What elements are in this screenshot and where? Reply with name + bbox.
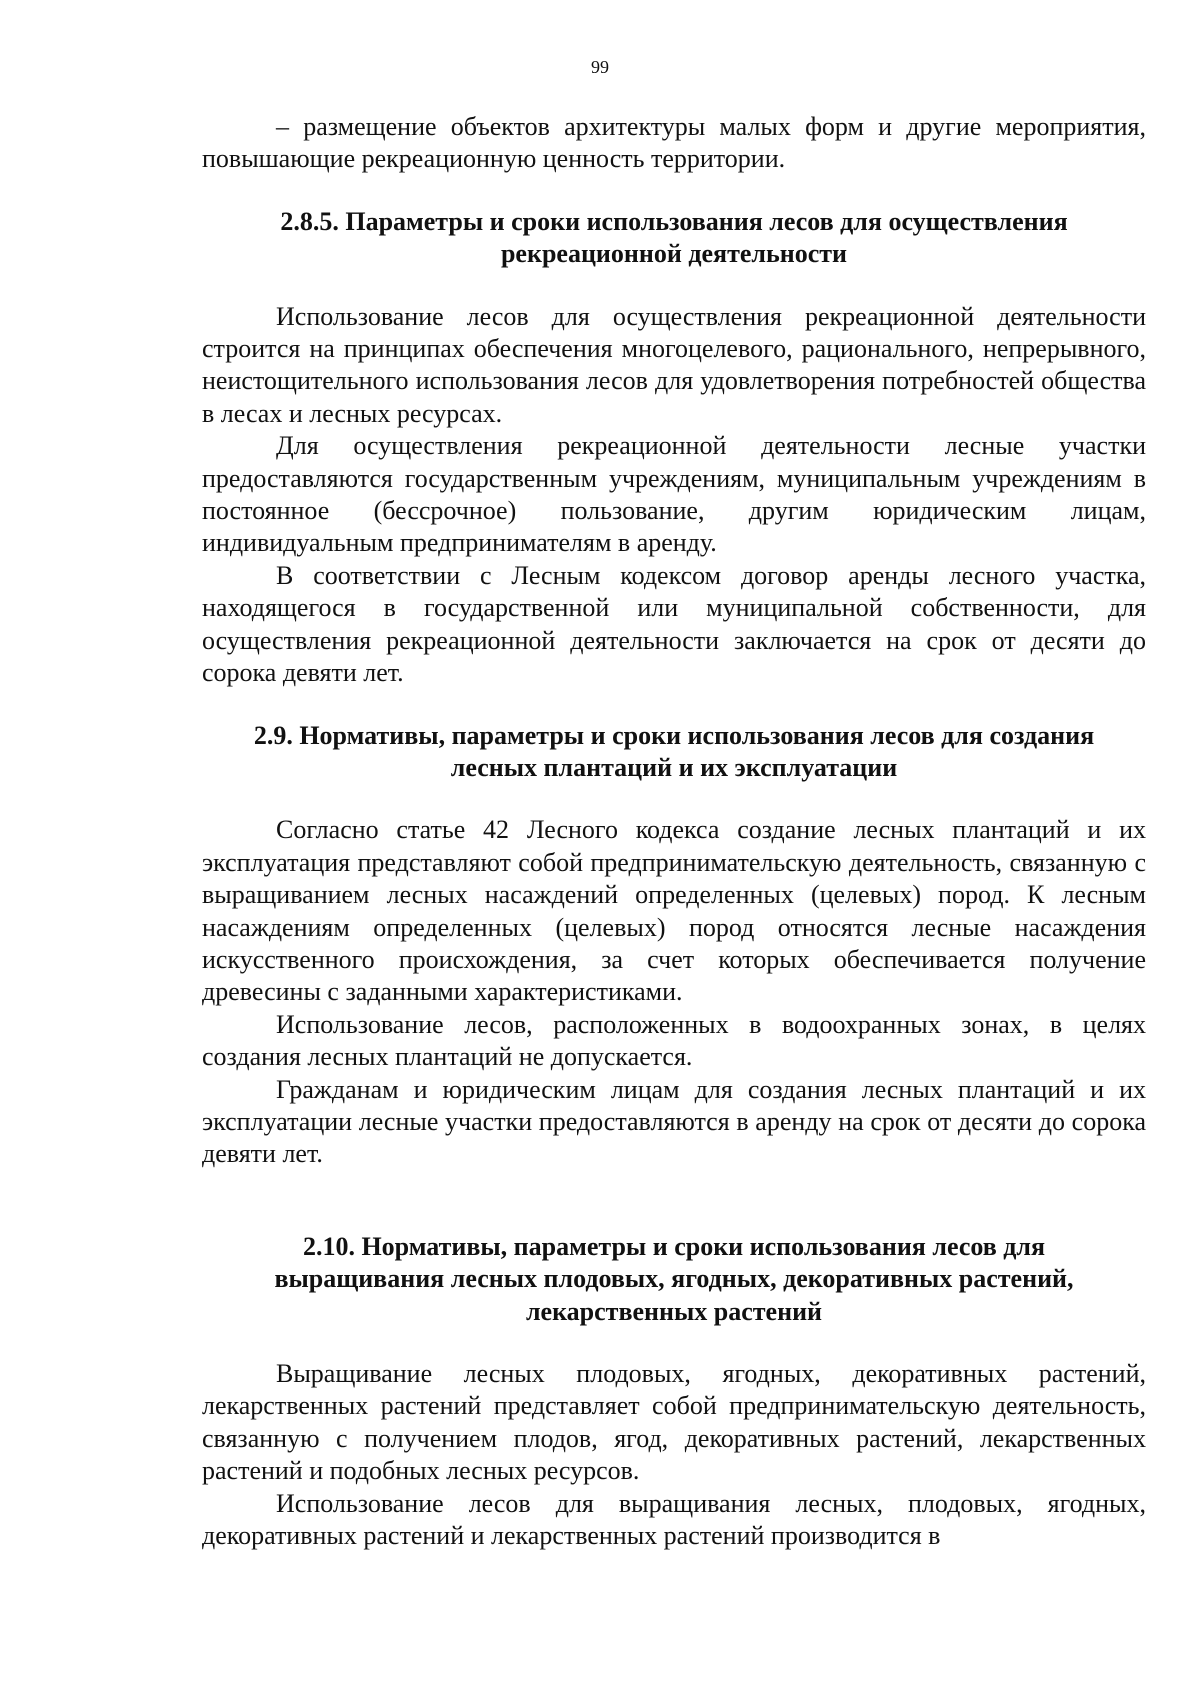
paragraph: Использование лесов для выращивания лесных, плодовых, ягодных, декоративных растений и лекарственных растений производится в: [202, 1488, 1146, 1551]
paragraph: Согласно статье 42 Лесного кодекса создание лесных плантаций и их эксплуатация представляют собой предпринимательскую деятельность, связанную с выращиванием лесных насаждений определенных (целевых) пород. К лесным насаждениям определенных (целевых) пород относятся лесные насаждения искусственного происхождения, за счет которых обеспечивается получение древесины с заданными характеристиками.: [202, 815, 1146, 1007]
spacer: [202, 1171, 1146, 1231]
spacer: [202, 784, 1146, 814]
heading-line: выращивания лесных плодовых, ягодных, декоративных растений,: [274, 1264, 1074, 1294]
heading-line: рекреационной деятельности: [500, 239, 848, 269]
paragraph: Для осуществления рекреационной деятельности лесные участки предоставляются государственным учреждениям, муниципальным учреждениям в постоянное (бессрочное) пользование, другим юридическим лицам, индивидуальным предпринимателям в аренду.: [202, 431, 1146, 558]
section-heading-2-8-5: [202, 206, 1146, 271]
heading-line: лекарственных растений: [525, 1296, 823, 1326]
spacer: [202, 1328, 1146, 1358]
paragraph: Использование лесов, расположенных в водоохранных зонах, в целях создания лесных плантаций не допускается.: [202, 1009, 1146, 1072]
page-content: [202, 111, 1146, 1552]
heading-line: 2.10. Нормативы, параметры и сроки использования лесов для: [302, 1231, 1046, 1261]
heading-line: 2.8.5. Параметры и сроки использования лесов для осуществления: [280, 206, 1068, 236]
spacer: [202, 271, 1146, 301]
spacer: [202, 690, 1146, 720]
paragraph: В соответствии с Лесным кодексом договор аренды лесного участка, находящегося в государственной или муниципальной собственности, для осуществления рекреационной деятельности заключается на срок от десяти до сорока девяти лет.: [202, 560, 1146, 688]
section-heading-2-10: [202, 1231, 1146, 1328]
page-number: 99: [591, 57, 609, 77]
heading-line: лесных плантаций и их эксплуатации: [450, 752, 898, 782]
paragraph: Гражданам и юридическим лицам для создания лесных плантаций и их эксплуатации лесные участки предоставляются в аренду на срок от десяти до сорока девяти лет.: [202, 1074, 1146, 1169]
section-heading-2-9: [202, 720, 1146, 785]
paragraph: Использование лесов для осуществления рекреационной деятельности строится на принципах обеспечения многоцелевого, рационального, непрерывного, неистощительного использования лесов для удовлетворения потребностей общества в лесах и лесных ресурсах.: [202, 301, 1146, 428]
spacer: [202, 176, 1146, 206]
intro-paragraph: – размещение объектов архитектуры малых форм и другие мероприятия, повышающие рекреационную ценность территории.: [202, 112, 1146, 174]
heading-line: 2.9. Нормативы, параметры и сроки использования лесов для создания: [253, 720, 1095, 750]
paragraph: Выращивание лесных плодовых, ягодных, декоративных растений, лекарственных растений представляет собой предпринимательскую деятельность, связанную с получением плодов, ягод, декоративных растений, лекарственных растений и подобных лесных ресурсов.: [202, 1359, 1146, 1486]
